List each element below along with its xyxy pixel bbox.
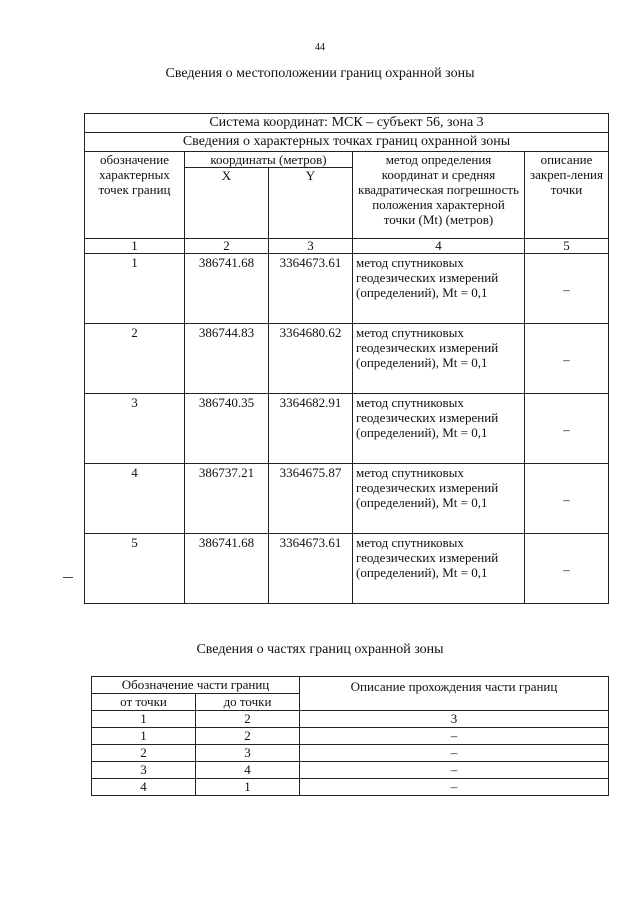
point-number: 2 [85,324,185,394]
from-point: 3 [92,762,196,779]
point-number: 3 [85,394,185,464]
point-number: 4 [85,464,185,534]
col-header-y: Y [269,168,353,239]
page-title: Сведения о местоположении границ охранной зоны [165,66,475,81]
point-number: 5 [85,534,185,604]
coordinate-system-header: Система координат: МСК – субъект 56, зона 3 [85,114,609,133]
x-coordinate: 386741.68 [185,534,269,604]
method-cell: метод спутниковых геодезических измерений (определений), Mt = 0,1 [353,394,525,464]
method-cell: метод спутниковых геодезических измерений (определений), Mt = 0,1 [353,464,525,534]
column-numbers-row [92,711,609,728]
col-header-from-point: от точки [92,694,196,711]
to-point: 4 [196,762,300,779]
page-number: 44 [315,42,325,53]
table-row [92,779,609,796]
coordinates-table [84,113,609,604]
y-coordinate: 3364682.91 [269,394,353,464]
method-cell: метод спутниковых геодезических измерений (определений), Mt = 0,1 [353,534,525,604]
column-number: 2 [196,711,300,728]
x-coordinate: 386740.35 [185,394,269,464]
col-header-method: метод определения координат и средняя квадратическая погрешность положения характерной точки (Mt) (метров) [353,152,525,239]
to-point: 3 [196,745,300,762]
from-point: 4 [92,779,196,796]
description-cell: – [525,394,609,464]
passage-description: – [300,762,609,779]
passage-description: – [300,745,609,762]
y-coordinate: 3364673.61 [269,534,353,604]
characteristic-points-header: Сведения о характерных точках границ охранной зоны [85,133,609,152]
y-coordinate: 3364675.87 [269,464,353,534]
table-row [92,728,609,745]
parts-section-title: Сведения о частях границ охранной зоны [196,642,444,657]
table-row [85,254,609,324]
to-point: 2 [196,728,300,745]
boundary-parts-table [91,676,609,796]
table-row [85,534,609,604]
column-number: 3 [300,711,609,728]
column-number: 5 [525,239,609,254]
description-cell: – [525,464,609,534]
column-number: 2 [185,239,269,254]
to-point: 1 [196,779,300,796]
from-point: 2 [92,745,196,762]
column-number: 1 [92,711,196,728]
passage-description: – [300,779,609,796]
description-cell: – [525,254,609,324]
description-cell: – [525,534,609,604]
from-point: 1 [92,728,196,745]
table-row [85,464,609,534]
column-numbers-row [85,239,609,254]
point-number: 1 [85,254,185,324]
table-row [85,324,609,394]
margin-mark [63,577,73,578]
column-number: 4 [353,239,525,254]
col-header-designation: обозначение характерных точек границ [85,152,185,239]
y-coordinate: 3364680.62 [269,324,353,394]
y-coordinate: 3364673.61 [269,254,353,324]
description-cell: – [525,324,609,394]
method-cell: метод спутниковых геодезических измерений (определений), Mt = 0,1 [353,254,525,324]
table-row [92,762,609,779]
column-number: 3 [269,239,353,254]
col-header-passage-description: Описание прохождения части границ [300,677,609,711]
passage-description: – [300,728,609,745]
x-coordinate: 386741.68 [185,254,269,324]
x-coordinate: 386744.83 [185,324,269,394]
col-header-x: X [185,168,269,239]
method-cell: метод спутниковых геодезических измерений (определений), Mt = 0,1 [353,324,525,394]
table-row [92,745,609,762]
table-row [85,394,609,464]
x-coordinate: 386737.21 [185,464,269,534]
col-header-description: описание закреп-ления точки [525,152,609,239]
col-header-to-point: до точки [196,694,300,711]
col-header-coordinates: координаты (метров) [185,152,353,168]
column-number: 1 [85,239,185,254]
col-header-part: Обозначение части границ [92,677,300,694]
